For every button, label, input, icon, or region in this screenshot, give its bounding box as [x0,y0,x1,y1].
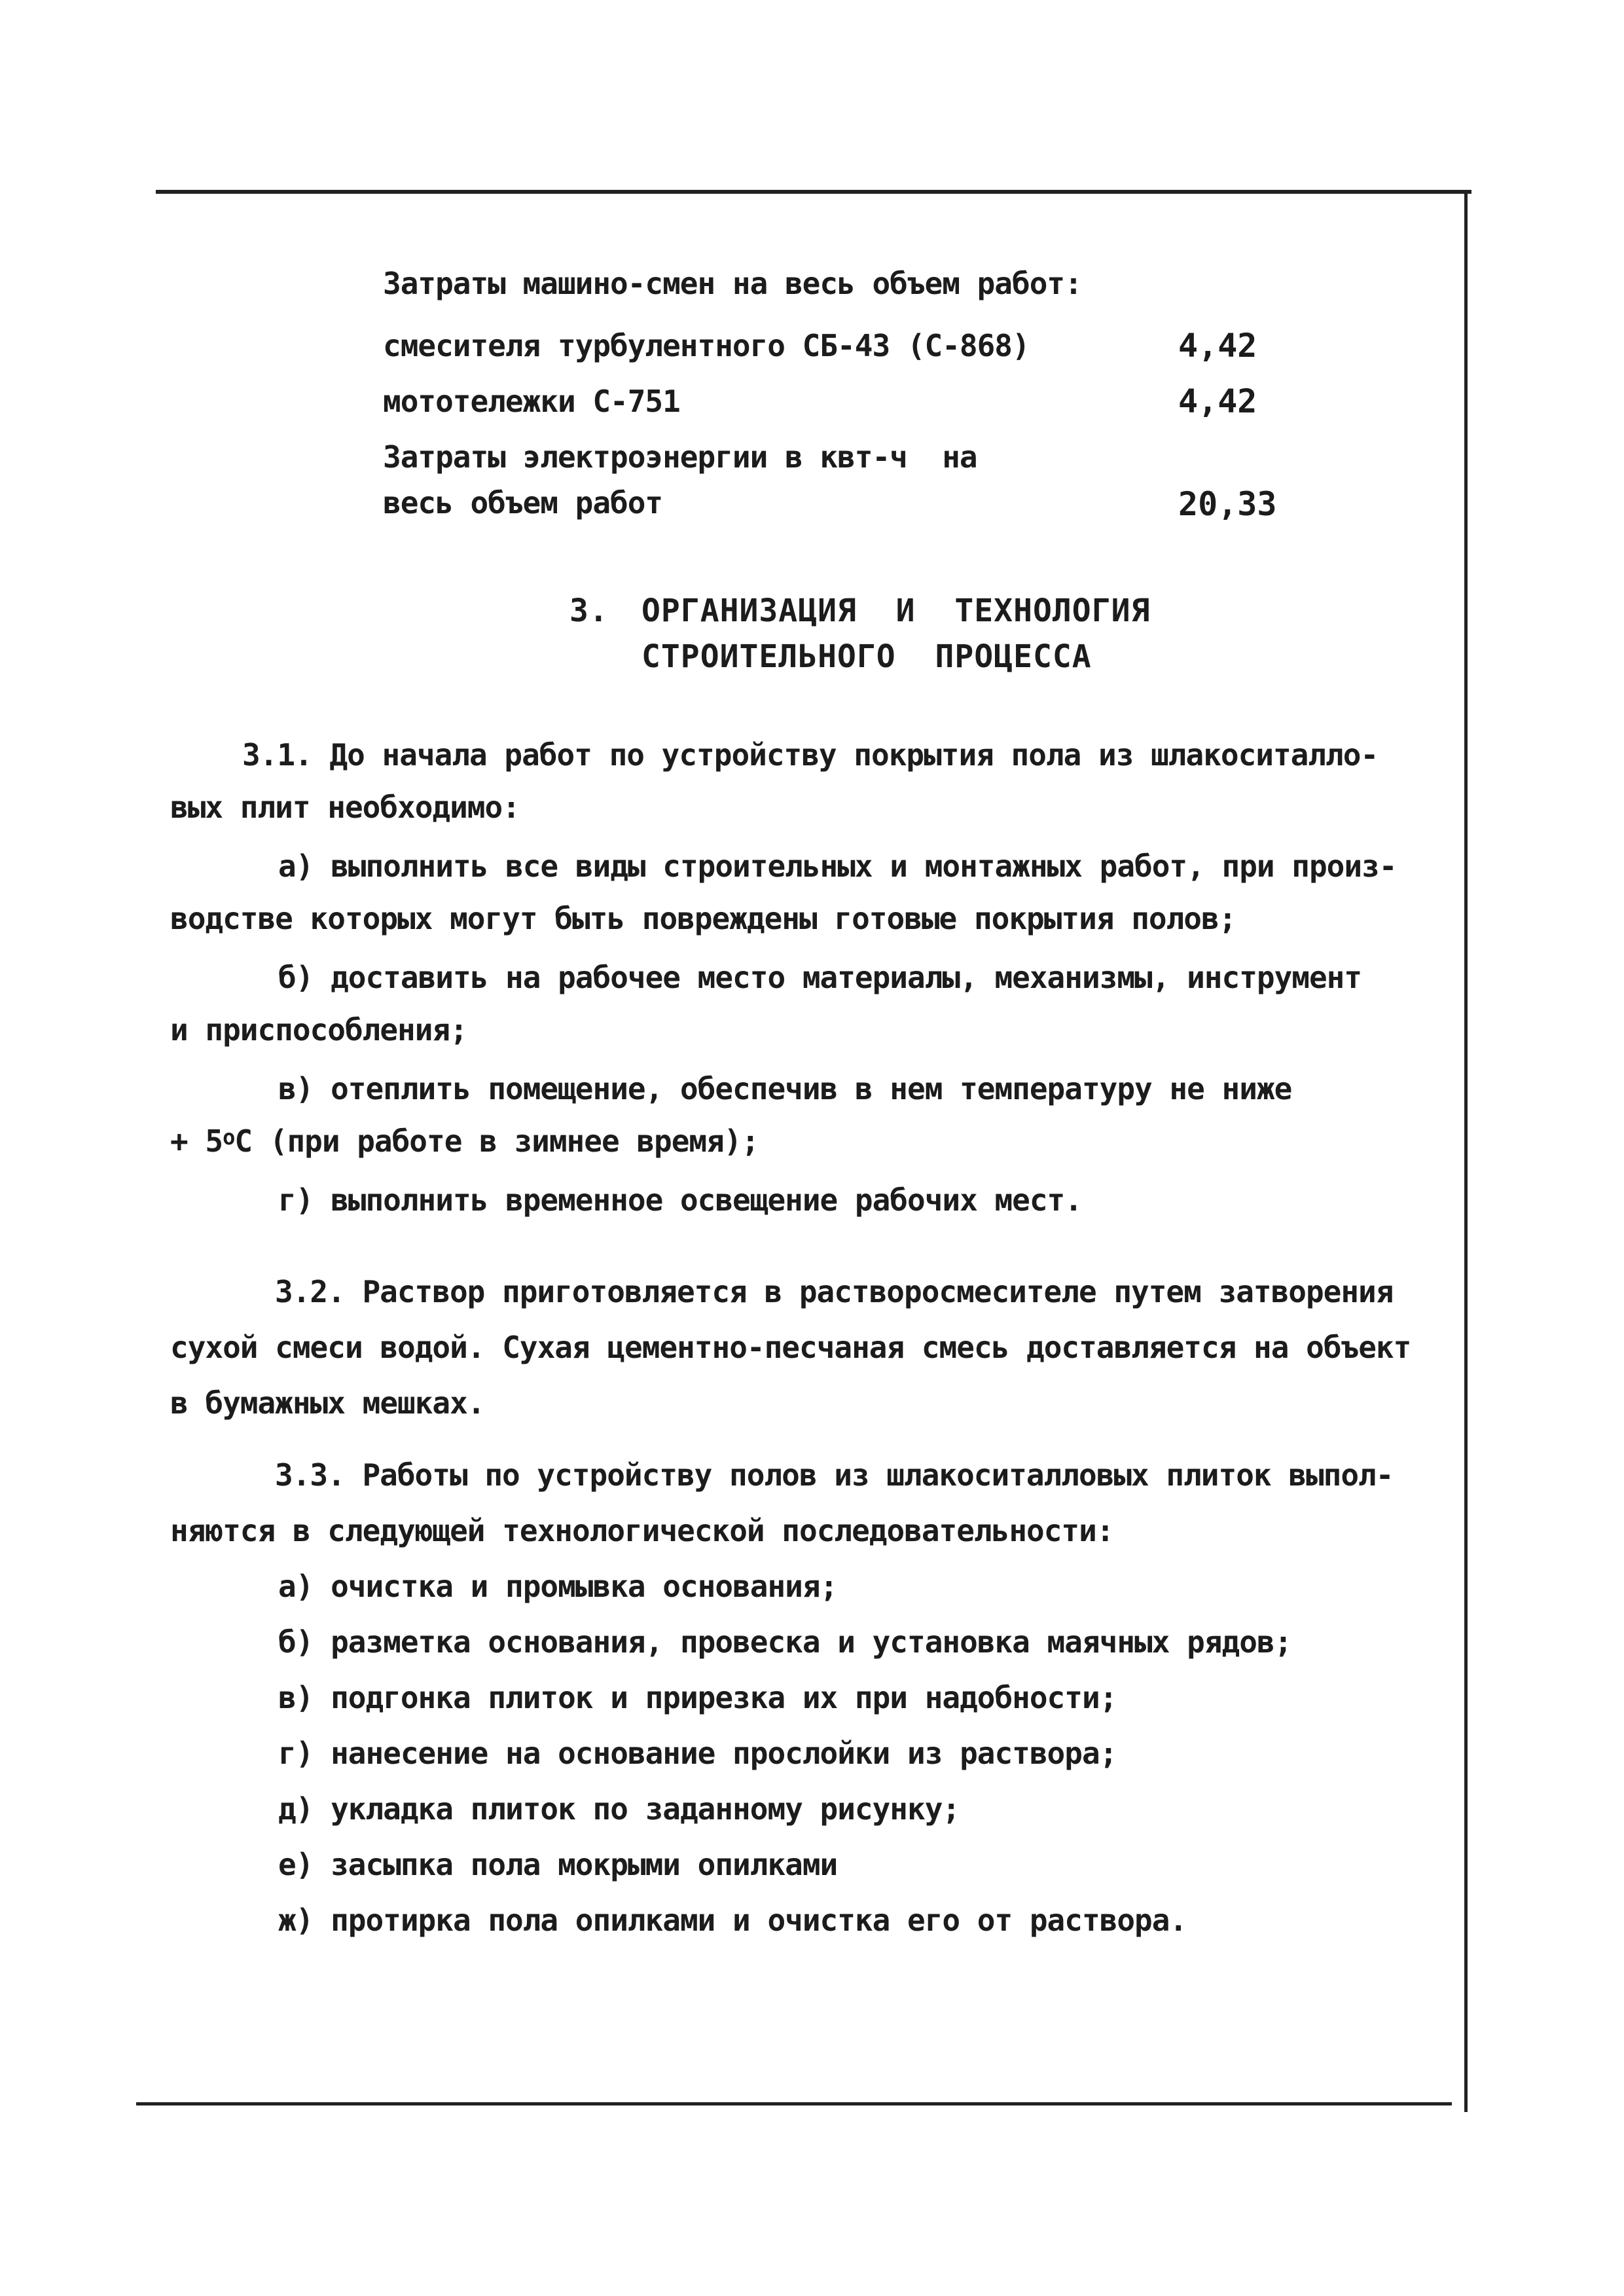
p31-item-g: г) выполнить временное освещение рабочих мест. [278,1182,1082,1218]
mixer-label: смесителя турбулентного СБ-43 (С-868) [383,328,1030,363]
p31-item-b-line1: б) доставить на рабочее место материалы, механизмы, инструмент [278,960,1362,995]
p33-item: г) нанесение на основание прослойки из раствора; [278,1736,1117,1771]
p31-item-v-line1: в) отеплить помещение, обеспечив в нем температуру не ниже [278,1071,1292,1106]
cart-label: мототележки С-751 [383,384,680,419]
p33-item: а) очистка и промывка основания; [278,1569,838,1604]
cart-value: 4,42 [1178,382,1257,420]
p31-line2: вых плит необходимо: [170,790,520,825]
temperature-plus: + 5 [170,1123,223,1159]
p33-item: б) разметка основания, провеска и установка маячных рядов; [278,1624,1292,1660]
p31-item-v-line2 [170,1123,759,1159]
section-title-line2: СТРОИТЕЛЬНОГО ПРОЦЕССА [641,638,1092,675]
machine-shifts-label: Затраты машино-смен на весь объем работ: [383,266,1082,301]
top-border-rule [156,190,1471,194]
p31-item-b-line2: и приспособления; [170,1012,467,1048]
p33-line2: няются в следующей технологической последовательности: [170,1513,1114,1548]
section-title-line1: ОРГАНИЗАЦИЯ И ТЕХНОЛОГИЯ [641,592,1151,629]
p32-line2: сухой смеси водой. Сухая цементно-песчаная смесь доставляется на объект [170,1330,1411,1365]
electricity-label-line1: Затраты электроэнергии в квт-ч на [383,439,977,475]
section-number: 3. [569,592,609,629]
bottom-border-rule [136,2102,1452,2105]
p33-item: е) засыпка пола мокрыми опилками [278,1847,838,1882]
electricity-value: 20,33 [1178,485,1277,523]
electricity-label-line2: весь объем работ [383,485,663,520]
p32-line1: 3.2. Раствор приготовляется в растворосмесителе путем затворения [275,1274,1394,1309]
p33-item: ж) протирка пола опилками и очистка его от раствора. [278,1903,1187,1938]
mixer-value: 4,42 [1178,327,1257,365]
p33-item: в) подгонка плиток и прирезка их при надобности; [278,1680,1117,1715]
p31-item-a-line1: а) выполнить все виды строительных и монтажных работ, при произ- [278,848,1397,884]
degree-sup: о [223,1125,235,1150]
temperature-rest: С (при работе в зимнее время); [234,1123,759,1159]
right-border-rule [1464,194,1468,2112]
p33-line1: 3.3. Работы по устройству полов из шлакоситалловых плиток выпол- [275,1457,1394,1493]
p31-line1: 3.1. До начала работ по устройству покрытия пола из шлакоситалло- [242,737,1379,773]
p33-item: д) укладка плиток по заданному рисунку; [278,1791,960,1827]
p31-item-a-line2: водстве которых могут быть повреждены готовые покрытия полов; [170,901,1236,936]
p32-line3: в бумажных мешках. [170,1385,485,1421]
